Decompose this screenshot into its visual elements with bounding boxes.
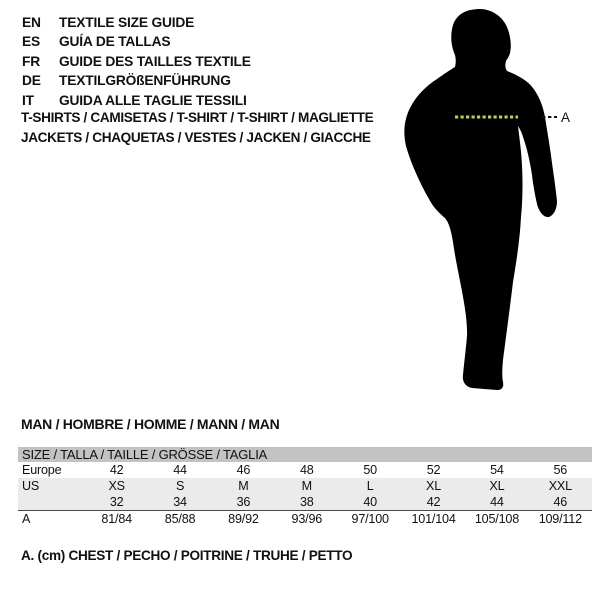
language-code: ES (22, 34, 41, 50)
table-row-label (18, 494, 85, 510)
table-cell: 93/96 (291, 512, 323, 526)
table-cell: XL (426, 479, 442, 493)
table-cell: 32 (109, 495, 124, 509)
table-cell: 97/100 (351, 512, 389, 526)
table-row-label: A (22, 512, 31, 526)
language-row (22, 32, 251, 51)
table-cell: L (366, 479, 374, 493)
table-cell: 42 (109, 463, 124, 477)
table-cell: 109/112 (538, 512, 582, 526)
table-cell: 56 (553, 463, 568, 477)
size-table-body (18, 462, 592, 526)
table-cell: 48 (300, 463, 314, 477)
table-cell: 54 (490, 463, 504, 477)
table-cell: 85/88 (164, 512, 196, 526)
category-headings (21, 108, 373, 148)
table-cell: 44 (173, 463, 187, 477)
table-row (18, 494, 592, 510)
language-code: FR (22, 53, 40, 69)
language-row (22, 13, 251, 32)
language-label: TEXTILGRÖßENFÜHRUNG (59, 73, 231, 89)
table-cell: 34 (173, 495, 187, 509)
table-cell: 42 (426, 495, 441, 509)
table-cell: 89/92 (228, 512, 259, 526)
table-row-label: US (22, 479, 40, 493)
table-cell: S (175, 479, 185, 493)
table-cell: 40 (363, 495, 377, 509)
table-cell: 52 (426, 463, 441, 477)
table-cell: 38 (300, 495, 314, 509)
table-cell: 101/104 (411, 512, 456, 526)
table-cell: 44 (490, 495, 504, 509)
language-label: TEXTILE SIZE GUIDE (59, 15, 195, 30)
table-cell: XL (489, 479, 505, 493)
category-line-tshirts: T-SHIRTS / CAMISETAS / T-SHIRT / T-SHIRT / MAGLIETTE (21, 110, 374, 125)
table-cell: XS (108, 479, 125, 493)
table-row (18, 510, 592, 526)
table-cell: 36 (236, 495, 251, 509)
footnote-chest: A. (cm) CHEST / PECHO / POITRINE / TRUHE / PETTO (21, 548, 353, 563)
table-cell: 105/108 (474, 512, 519, 526)
table-cell: M (301, 479, 312, 493)
language-code: IT (22, 92, 34, 108)
table-cell: M (238, 479, 249, 493)
table-row-label: Europe (22, 463, 62, 477)
table-row (18, 462, 592, 478)
table-cell: XXL (548, 479, 572, 493)
language-label: GUÍA DE TALLAS (59, 34, 171, 50)
category-line-jackets: JACKETS / CHAQUETAS / VESTES / JACKEN / GIACCHE (21, 130, 371, 145)
language-code: DE (22, 73, 41, 89)
man-silhouette-svg (395, 0, 580, 400)
language-row (22, 71, 251, 90)
size-table-header: SIZE / TALLA / TAILLE / GRÖSSE / TAGLIA (18, 447, 592, 462)
language-code: EN (22, 15, 41, 30)
language-list (22, 13, 251, 110)
table-cell: 46 (553, 495, 568, 509)
figure-man (395, 0, 580, 400)
table-cell: 50 (363, 463, 377, 477)
measure-label-a: A (561, 110, 571, 125)
table-cell: 81/84 (101, 512, 132, 526)
section-title-man: MAN / HOMBRE / HOMME / MANN / MAN (21, 416, 280, 432)
table-cell: 46 (236, 463, 251, 477)
size-table (18, 447, 592, 526)
language-label: GUIDA ALLE TAGLIE TESSILI (59, 92, 247, 108)
man-silhouette (404, 9, 557, 390)
language-row (22, 52, 251, 71)
language-label: GUIDE DES TAILLES TEXTILE (59, 53, 251, 69)
table-row (18, 478, 592, 494)
